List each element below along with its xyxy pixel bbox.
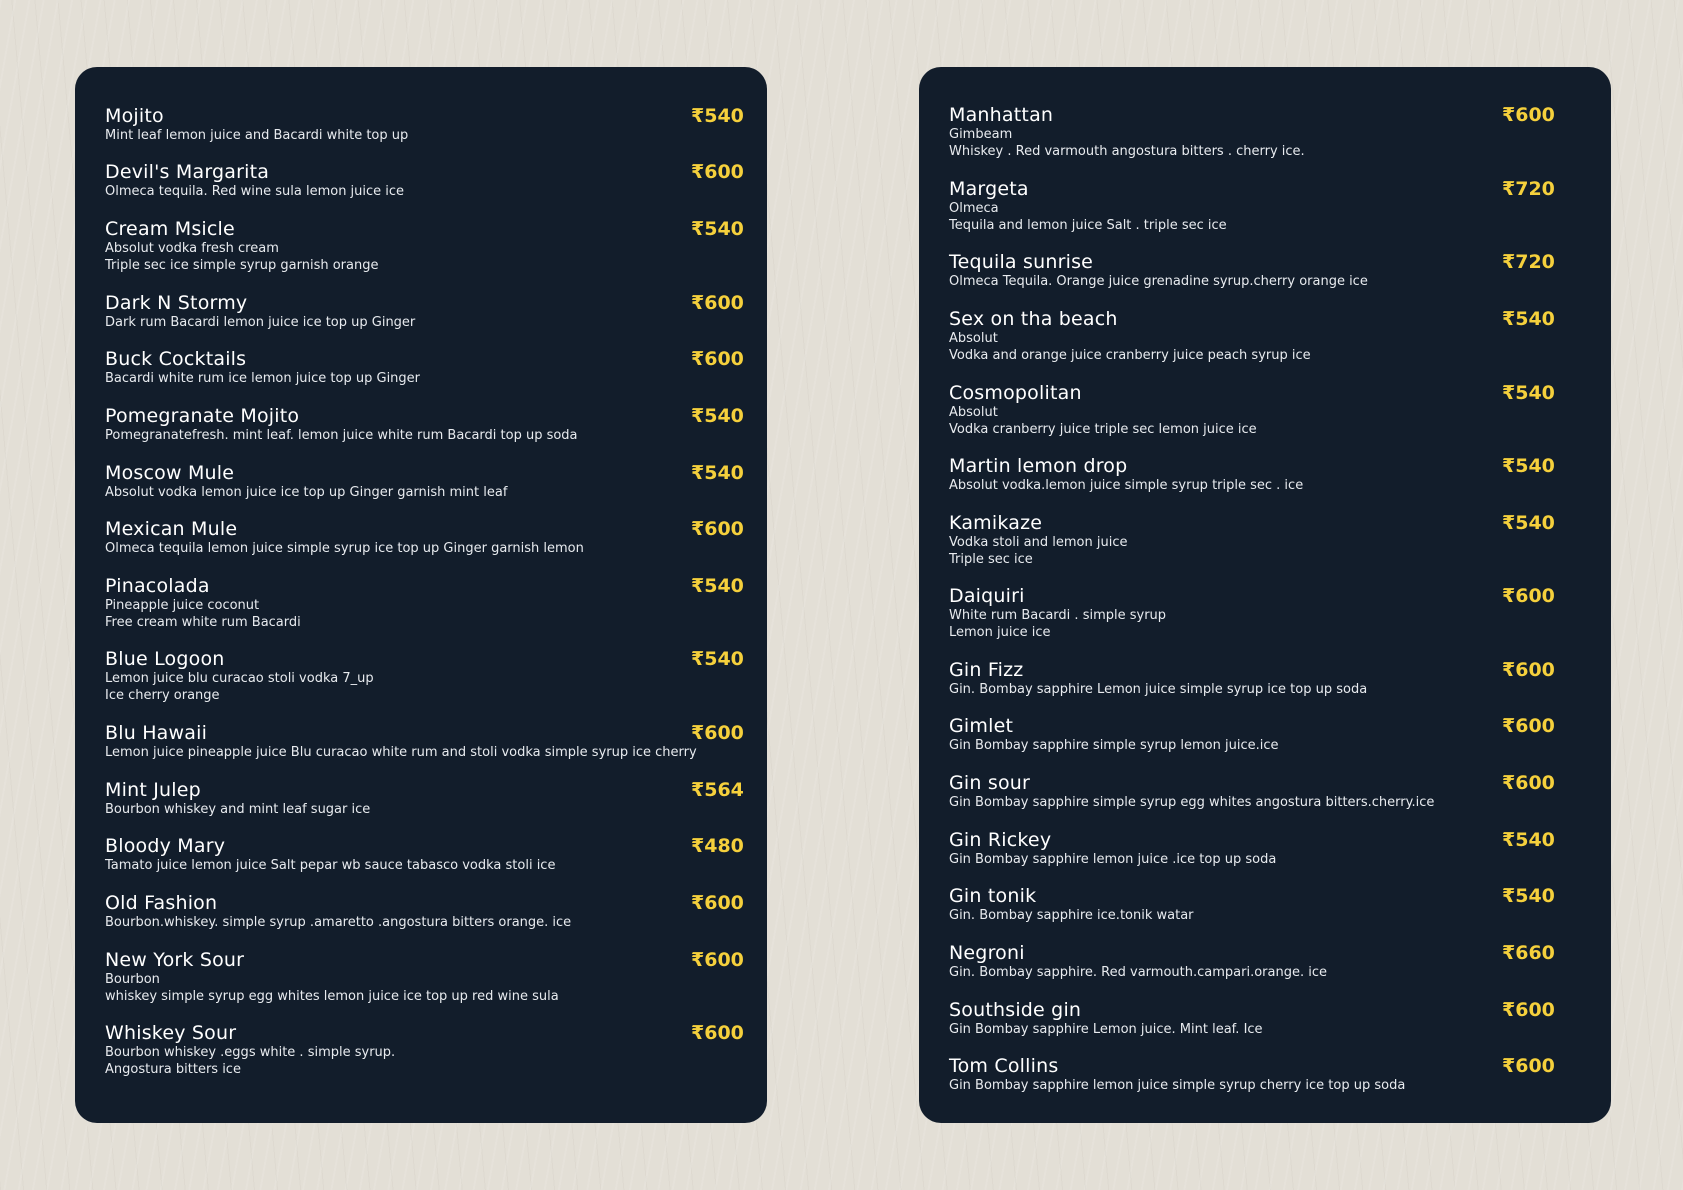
item-name: Manhattan: [949, 104, 1054, 126]
item-description: Olmeca tequila. Red wine sula lemon juice ice: [105, 184, 405, 199]
menu-item: [105, 949, 747, 1005]
item-price: ₹480: [691, 835, 744, 857]
item-description: Gin Bombay sapphire simple syrup egg whites angostura bitters.cherry.ice: [949, 795, 1435, 810]
item-description: Bourbon whiskey and mint leaf sugar ice: [105, 802, 371, 817]
item-price: ₹600: [1502, 659, 1555, 681]
menu-item: [949, 999, 1591, 1038]
item-price: ₹540: [1502, 455, 1555, 477]
item-description: Absolut vodka fresh cream: [105, 241, 279, 256]
item-price: ₹540: [1502, 382, 1555, 404]
item-description: Gimbeam: [949, 127, 1013, 142]
item-price: ₹540: [1502, 885, 1555, 907]
item-description: Lemon juice blu curacao stoli vodka 7_up: [105, 671, 374, 686]
item-description: Lemon juice pineapple juice Blu curacao white rum and stoli vodka simple syrup ice cherry: [105, 745, 697, 760]
item-name: Cream Msicle: [105, 218, 235, 240]
right-menu-panel: [919, 67, 1611, 1123]
menu-item: [949, 382, 1591, 438]
item-price: ₹540: [691, 105, 744, 127]
menu-item: [949, 178, 1591, 234]
item-description: White rum Bacardi . simple syrup: [949, 608, 1167, 623]
item-description: Bacardi white rum ice lemon juice top up Ginger: [105, 371, 421, 386]
item-name: Devil's Margarita: [105, 161, 270, 183]
item-description: Triple sec ice simple syrup garnish orange: [105, 258, 379, 273]
item-price: ₹600: [1502, 772, 1555, 794]
item-price: ₹600: [691, 949, 744, 971]
menu-item: [949, 251, 1591, 290]
item-price: ₹540: [1502, 512, 1555, 534]
item-description: Lemon juice ice: [949, 625, 1051, 640]
item-name: Mexican Mule: [105, 518, 238, 540]
item-price: ₹600: [1502, 1055, 1555, 1077]
item-name: Bloody Mary: [105, 835, 226, 857]
item-name: Moscow Mule: [105, 462, 235, 484]
item-name: Margeta: [949, 178, 1029, 200]
item-description: Olmeca: [949, 201, 999, 216]
menu-item: [105, 835, 747, 874]
menu-item: [949, 829, 1591, 868]
item-name: Negroni: [949, 942, 1025, 964]
item-name: Sex on tha beach: [949, 308, 1118, 330]
item-description: Gin Bombay sapphire lemon juice simple syrup cherry ice top up soda: [949, 1078, 1406, 1093]
item-price: ₹600: [691, 722, 744, 744]
item-description: Whiskey . Red varmouth angostura bitters . cherry ice.: [949, 144, 1305, 159]
item-description: Absolut: [949, 405, 998, 420]
item-description: Tequila and lemon juice Salt . triple sec ice: [949, 218, 1227, 233]
item-name: Tom Collins: [949, 1055, 1059, 1077]
item-description: Mint leaf lemon juice and Bacardi white top up: [105, 128, 409, 143]
item-description: Bourbon whiskey .eggs white . simple syrup.: [105, 1045, 396, 1060]
item-description: Olmeca Tequila. Orange juice grenadine syrup.cherry orange ice: [949, 274, 1368, 289]
item-price: ₹720: [1502, 178, 1555, 200]
menu-item: [105, 648, 747, 704]
menu-item: [949, 585, 1591, 641]
item-description: Dark rum Bacardi lemon juice ice top up Ginger: [105, 315, 416, 330]
menu-item: [105, 348, 747, 387]
menu-item: [105, 722, 747, 761]
item-description: Vodka cranberry juice triple sec lemon juice ice: [949, 422, 1257, 437]
item-price: ₹540: [691, 648, 744, 670]
item-price: ₹660: [1502, 942, 1555, 964]
item-name: Southside gin: [949, 999, 1082, 1021]
item-description: whiskey simple syrup egg whites lemon juice ice top up red wine sula: [105, 989, 559, 1004]
menu-item: [105, 161, 747, 200]
menu-item: [949, 715, 1591, 754]
item-name: Gimlet: [949, 715, 1014, 737]
menu-item: [105, 405, 747, 444]
item-name: Whiskey Sour: [105, 1022, 237, 1044]
item-description: Pineapple juice coconut: [105, 598, 260, 613]
item-description: Absolut vodka lemon juice ice top up Ginger garnish mint leaf: [105, 485, 508, 500]
item-description: Gin. Bombay sapphire Lemon juice simple syrup ice top up soda: [949, 682, 1368, 697]
left-menu-panel: [75, 67, 767, 1123]
item-description: Angostura bitters ice: [105, 1062, 241, 1077]
item-description: Free cream white rum Bacardi: [105, 615, 301, 630]
item-description: Ice cherry orange: [105, 688, 220, 703]
menu-item: [105, 105, 747, 144]
item-description: Olmeca tequila lemon juice simple syrup ice top up Ginger garnish lemon: [105, 541, 584, 556]
menu-item: [105, 518, 747, 557]
menu-item: [105, 462, 747, 501]
item-name: Cosmopolitan: [949, 382, 1082, 404]
item-name: Gin Fizz: [949, 659, 1024, 681]
item-description: Triple sec ice: [949, 552, 1033, 567]
item-description: Vodka stoli and lemon juice: [949, 535, 1128, 550]
menu-item: [105, 779, 747, 818]
menu-item: [949, 512, 1591, 568]
menu-item: [949, 455, 1591, 494]
item-description: Absolut vodka.lemon juice simple syrup triple sec . ice: [949, 478, 1304, 493]
menu-item: [949, 885, 1591, 924]
item-price: ₹564: [691, 779, 744, 801]
item-description: Gin Bombay sapphire lemon juice .ice top up soda: [949, 852, 1277, 867]
item-description: Gin. Bombay sapphire. Red varmouth.campari.orange. ice: [949, 965, 1327, 980]
menu-item: [949, 659, 1591, 698]
item-description: Tamato juice lemon juice Salt pepar wb sauce tabasco vodka stoli ice: [105, 858, 556, 873]
item-name: Mint Julep: [105, 779, 201, 801]
item-description: Vodka and orange juice cranberry juice peach syrup ice: [949, 348, 1311, 363]
item-name: New York Sour: [105, 949, 245, 971]
menu-item: [105, 218, 747, 274]
menu-item: [105, 292, 747, 331]
item-price: ₹600: [691, 161, 744, 183]
item-price: ₹600: [1502, 999, 1555, 1021]
item-price: ₹600: [691, 292, 744, 314]
item-price: ₹600: [691, 892, 744, 914]
item-name: Gin tonik: [949, 885, 1037, 907]
menu-item: [105, 892, 747, 931]
item-price: ₹600: [691, 348, 744, 370]
item-name: Martin lemon drop: [949, 455, 1128, 477]
item-description: Gin Bombay sapphire simple syrup lemon juice.ice: [949, 738, 1279, 753]
item-price: ₹540: [691, 218, 744, 240]
item-name: Gin Rickey: [949, 829, 1052, 851]
item-price: ₹600: [691, 518, 744, 540]
item-price: ₹540: [691, 405, 744, 427]
item-price: ₹540: [691, 462, 744, 484]
item-name: Kamikaze: [949, 512, 1043, 534]
item-price: ₹720: [1502, 251, 1555, 273]
item-name: Pinacolada: [105, 575, 210, 597]
item-price: ₹540: [691, 575, 744, 597]
menu-item: [949, 308, 1591, 364]
item-description: Bourbon: [105, 972, 160, 987]
item-name: Blu Hawaii: [105, 722, 208, 744]
item-name: Blue Logoon: [105, 648, 225, 670]
item-description: Gin Bombay sapphire Lemon juice. Mint leaf. Ice: [949, 1022, 1263, 1037]
item-description: Gin. Bombay sapphire ice.tonik watar: [949, 908, 1194, 923]
item-description: Pomegranatefresh. mint leaf. lemon juice white rum Bacardi top up soda: [105, 428, 578, 443]
item-price: ₹540: [1502, 308, 1555, 330]
menu-item: [949, 772, 1591, 811]
menu-item: [949, 104, 1591, 160]
item-price: ₹540: [1502, 829, 1555, 851]
menu-item: [949, 1055, 1591, 1094]
item-name: Dark N Stormy: [105, 292, 248, 314]
item-name: Gin sour: [949, 772, 1031, 794]
item-name: Mojito: [105, 105, 164, 127]
item-price: ₹600: [691, 1022, 744, 1044]
menu-item: [949, 942, 1591, 981]
item-price: ₹600: [1502, 715, 1555, 737]
item-name: Pomegranate Mojito: [105, 405, 300, 427]
item-name: Tequila sunrise: [949, 251, 1094, 273]
item-description: Bourbon.whiskey. simple syrup .amaretto .angostura bitters orange. ice: [105, 915, 572, 930]
item-name: Buck Cocktails: [105, 348, 247, 370]
item-description: Absolut: [949, 331, 998, 346]
menu-item: [105, 575, 747, 631]
item-price: ₹600: [1502, 104, 1555, 126]
item-price: ₹600: [1502, 585, 1555, 607]
item-name: Daiquiri: [949, 585, 1025, 607]
menu-item: [105, 1022, 747, 1078]
item-name: Old Fashion: [105, 892, 218, 914]
